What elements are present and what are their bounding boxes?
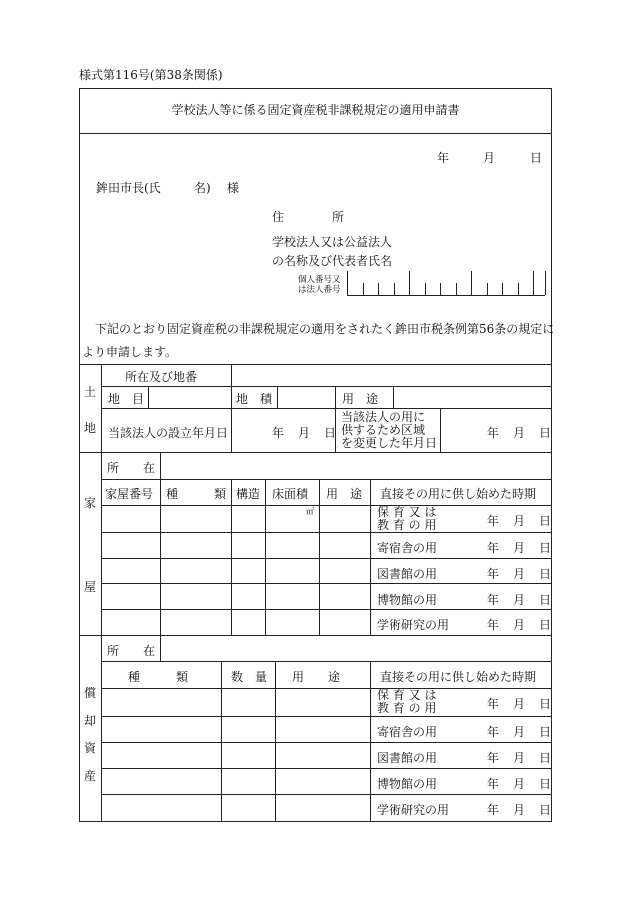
house-section-char-2: 屋 xyxy=(84,580,97,594)
depreciable-use-museum-date[interactable]: 年 月 日 xyxy=(487,777,553,791)
depreciable-location-field[interactable] xyxy=(161,636,551,660)
house-header-use: 用 途 xyxy=(326,487,363,501)
land-use-label: 用 途 xyxy=(342,392,379,406)
depreciable-header-type: 種 類 xyxy=(128,670,189,684)
house-section-char-1: 家 xyxy=(84,496,97,510)
land-location-label: 所在及び地番 xyxy=(125,370,198,384)
form-number: 様式第116号(第38条関係) xyxy=(79,68,223,82)
depreciable-use-library-date[interactable]: 年 月 日 xyxy=(487,751,553,765)
depreciable-header-quantity: 数 量 xyxy=(231,670,268,684)
applicant-name-label-1: 学校法人又は公益法人 xyxy=(272,235,393,249)
statement-line-1: 下記のとおり固定資産税の非課税規定の適用をされたく鉾田市税条例第56条の規定に xyxy=(95,322,555,336)
land-section-char-2: 地 xyxy=(84,421,97,435)
id-number-label-2: は法人番号 xyxy=(298,285,341,295)
depreciable-location-label: 所 在 xyxy=(107,644,156,658)
depreciable-section-char-4: 産 xyxy=(84,769,97,783)
land-location-field[interactable] xyxy=(232,365,551,385)
depreciable-use-dormitory-date[interactable]: 年 月 日 xyxy=(487,725,553,739)
depreciable-use-dormitory-label: 寄宿舎の用 xyxy=(377,725,438,739)
house-header-start-date: 直接その用に供し始めた時期 xyxy=(380,487,537,501)
depreciable-section-char-1: 償 xyxy=(84,686,97,700)
addressee-name: 名) xyxy=(194,181,211,195)
depreciable-use-library-label: 図書館の用 xyxy=(377,751,438,765)
house-use-dormitory-label: 寄宿舎の用 xyxy=(377,541,438,555)
land-area-label: 地 積 xyxy=(236,392,273,406)
house-use-childcare-label-1: 保 育 又 は xyxy=(377,505,437,519)
house-use-museum-date[interactable]: 年 月 日 xyxy=(487,593,553,607)
house-use-library-label: 図書館の用 xyxy=(377,567,438,581)
land-section-char-1: 土 xyxy=(84,385,97,399)
depreciable-section-char-3: 資 xyxy=(84,741,97,755)
change-date-label-2: 供するため区域 xyxy=(341,423,426,437)
house-use-library-date[interactable]: 年 月 日 xyxy=(487,567,553,581)
date-month-label: 月 xyxy=(483,151,496,165)
statement-line-2: より申請します。 xyxy=(82,345,178,359)
depreciable-use-museum-label: 博物館の用 xyxy=(377,777,438,791)
land-area-field[interactable] xyxy=(278,387,334,407)
date-year-label: 年 xyxy=(437,151,450,165)
change-date-label-3: を変更した年月日 xyxy=(341,436,438,450)
house-header-type: 種 類 xyxy=(166,487,227,501)
depreciable-use-childcare-label-2: 教 育 の 用 xyxy=(377,701,437,715)
house-location-label: 所 在 xyxy=(107,461,156,475)
house-use-research-label: 学術研究の用 xyxy=(377,618,450,632)
depreciable-use-research-label: 学術研究の用 xyxy=(377,803,450,817)
depreciable-header-use: 用 途 xyxy=(292,670,341,684)
founding-date-label: 当該法人の設立年月日 xyxy=(108,426,229,440)
land-chimoku-field[interactable] xyxy=(149,387,230,407)
depreciable-use-childcare-date[interactable]: 年 月 日 xyxy=(487,697,553,711)
change-date-value[interactable]: 年 月 日 xyxy=(487,426,553,440)
house-use-research-date[interactable]: 年 月 日 xyxy=(487,618,553,632)
land-chimoku-label: 地 目 xyxy=(108,392,145,406)
house-use-childcare-date[interactable]: 年 月 日 xyxy=(487,514,553,528)
applicant-name-label-2: の名称及び代表者氏名 xyxy=(272,254,393,268)
depreciable-header-start-date: 直接その用に供し始めた時期 xyxy=(380,670,537,684)
addressee-honorific: 様 xyxy=(227,181,240,195)
change-date-label-1: 当該法人の用に xyxy=(341,410,426,424)
founding-date-value[interactable]: 年 月 日 xyxy=(272,426,338,440)
house-header-number: 家屋番号 xyxy=(105,487,154,501)
id-number-label-1: 個人番号又 xyxy=(298,275,341,285)
house-header-structure: 構造 xyxy=(236,487,261,501)
depreciable-use-childcare-label-1: 保 育 又 は xyxy=(377,688,437,702)
house-use-museum-label: 博物館の用 xyxy=(377,593,438,607)
date-day-label: 日 xyxy=(530,151,543,165)
floor-area-unit: ㎡ xyxy=(306,507,314,516)
house-use-childcare-label-2: 教 育 の 用 xyxy=(377,518,437,532)
house-use-dormitory-date[interactable]: 年 月 日 xyxy=(487,541,553,555)
house-location-field[interactable] xyxy=(161,453,551,478)
applicant-address-label: 住 所 xyxy=(272,210,345,224)
depreciable-use-research-date[interactable]: 年 月 日 xyxy=(487,803,553,817)
title-divider xyxy=(79,133,552,134)
land-use-field[interactable] xyxy=(394,387,551,407)
addressee-prefix: 鉾田市長(氏 xyxy=(96,181,161,195)
form-title: 学校法人等に係る固定資産税非課税規定の適用申請書 xyxy=(171,103,460,117)
depreciable-section-char-2: 却 xyxy=(84,714,97,728)
house-header-floor-area: 床面積 xyxy=(272,487,309,501)
